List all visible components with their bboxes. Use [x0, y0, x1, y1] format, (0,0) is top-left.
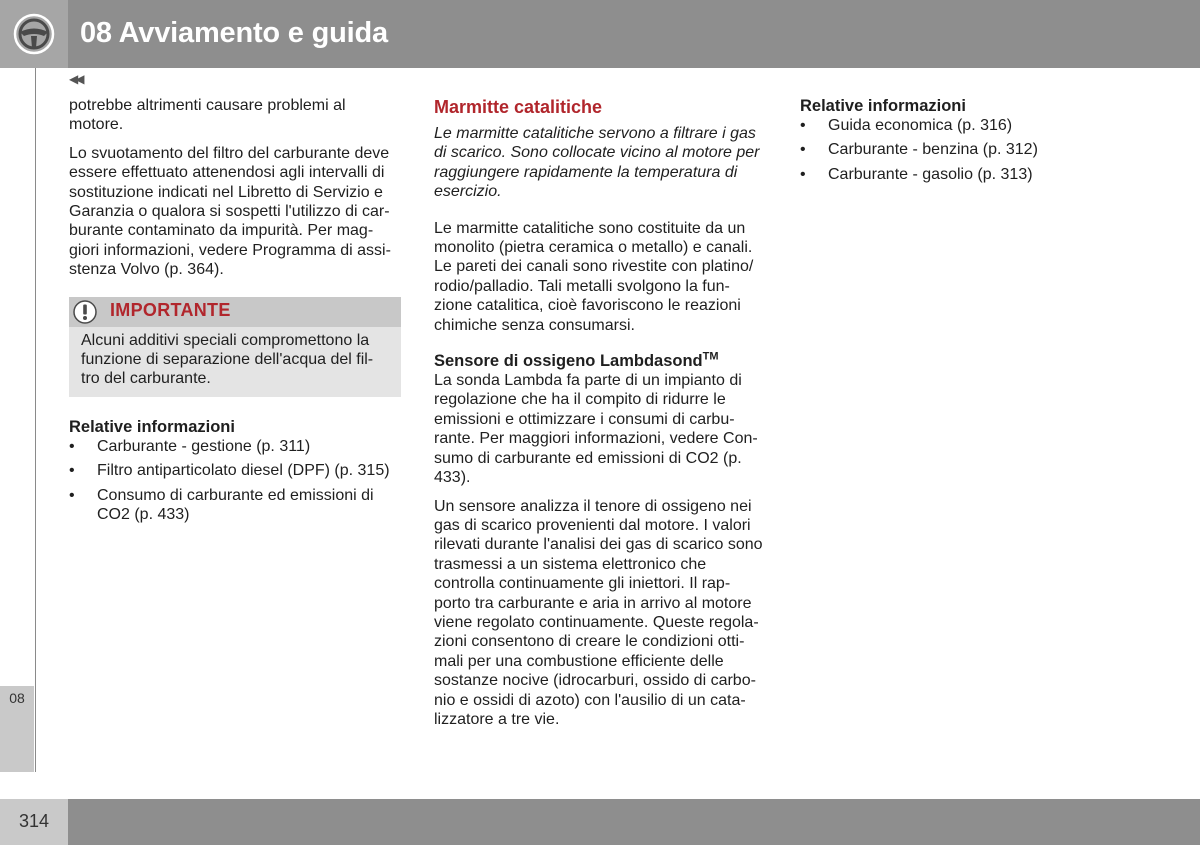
- column-1: [69, 96, 401, 530]
- column-2: [434, 96, 766, 738]
- bullet-icon: •: [800, 165, 806, 183]
- list-item[interactable]: [69, 486, 401, 525]
- section-heading: Marmitte catalitiche: [434, 97, 603, 117]
- chapter-tab-label: 08: [9, 690, 25, 706]
- paragraph: potrebbe altrimenti causare problemi al motore.: [69, 97, 346, 134]
- list-item[interactable]: [800, 165, 1132, 184]
- important-title: IMPORTANTE: [110, 299, 231, 320]
- bullet-icon: •: [800, 141, 806, 159]
- chapter-side-tab: [0, 68, 36, 772]
- section-intro: Le marmitte catalitiche servono a filtrare i gas di scarico. Sono collocate vicino al motore per raggiungere rapidamente la temperatura di esercizio.: [434, 125, 760, 201]
- related-link[interactable]: Consumo di carburante ed emissioni di CO2 (p. 433): [97, 486, 374, 524]
- important-header: [69, 297, 401, 327]
- header-icon-area: [0, 0, 68, 68]
- list-item[interactable]: [800, 140, 1132, 159]
- list-item[interactable]: [69, 461, 401, 480]
- page-footer: [0, 799, 1200, 845]
- bullet-icon: •: [69, 437, 75, 455]
- list-item[interactable]: [69, 437, 401, 456]
- related-info-list: [69, 437, 401, 525]
- paragraph: Un sensore analizza il tenore di ossigeno nei gas di scarico provenienti dal motore. I valori rilevati durante l'analisi dei gas di scarico sono trasmessi a un sistema elettronico che controlla continuamente gli iniettori. Il rap-porto tra carburante e aria in arrivo al motore viene regolato continuamente. Queste regola-zioni consentono di creare le condizioni otti-mali per una combustione efficiente delle sostanze nocive (idrocarburi, ossido di carbo-nio e ossidi di azoto) con l'ausilio di un cata-lizzatore a tre vie.: [434, 497, 763, 728]
- page-number-box: [0, 799, 68, 845]
- related-info-list: [800, 116, 1132, 184]
- warning-exclamation-icon: [73, 300, 97, 324]
- steering-wheel-icon: [13, 13, 55, 55]
- related-link[interactable]: Filtro antiparticolato diesel (DPF) (p. 315): [97, 462, 390, 480]
- related-info-heading: Relative informazioni: [800, 97, 966, 115]
- bullet-icon: •: [800, 117, 806, 134]
- paragraph: La sonda Lambda fa parte di un impianto di regolazione che ha il compito di ridurre le emissioni e ottimizzare i consumi di carbu-rante. Per maggiori informazioni, vedere Con-sumo di carburante ed emissioni di CO2 (p. 433).: [434, 372, 758, 487]
- important-notice-box: [69, 297, 401, 397]
- bullet-icon: •: [69, 486, 75, 504]
- related-link[interactable]: Carburante - gestione (p. 311): [97, 437, 311, 455]
- back-arrows-icon[interactable]: ◀◀: [69, 72, 82, 86]
- subsection-heading-text: Sensore di ossigeno Lambdasond: [434, 352, 703, 371]
- list-item[interactable]: [800, 116, 1132, 135]
- paragraph: Le marmitte catalitiche sono costituite da un monolito (pietra ceramica o metallo) e canali. Le pareti dei canali sono rivestite con platino/ rodio/palladio. Tali metalli svolgono la fun-zione catalitica, cioè favoriscono le reazioni chimiche senza consumarsi.: [434, 219, 754, 334]
- bullet-icon: •: [69, 462, 75, 480]
- related-link[interactable]: Carburante - benzina (p. 312): [828, 141, 1038, 159]
- chapter-title: 08 Avviamento e guida: [80, 17, 388, 49]
- important-text: Alcuni additivi speciali compromettono la funzione di separazione dell'acqua del fil-tro del carburante.: [81, 331, 374, 388]
- subsection-heading: [434, 351, 766, 371]
- page-number: 314: [18, 811, 50, 831]
- page-header: [0, 0, 1200, 68]
- paragraph: Lo svuotamento del filtro del carburante deve essere effettuato attenendosi agli intervalli di sostituzione indicati nel Libretto di Servizio e Garanzia o qualora si sospetti l'utilizzo di car-burante contaminato da impurità. Per mag-giori informazioni, vedere Programma di assi-stenza Volvo (p. 364).: [69, 144, 391, 279]
- column-3: [800, 96, 1132, 189]
- related-link[interactable]: Carburante - gasolio (p. 313): [828, 165, 1033, 183]
- related-info-heading: Relative informazioni: [69, 417, 235, 436]
- related-link[interactable]: Guida economica (p. 316): [828, 117, 1013, 134]
- trademark-superscript: TM: [702, 350, 719, 363]
